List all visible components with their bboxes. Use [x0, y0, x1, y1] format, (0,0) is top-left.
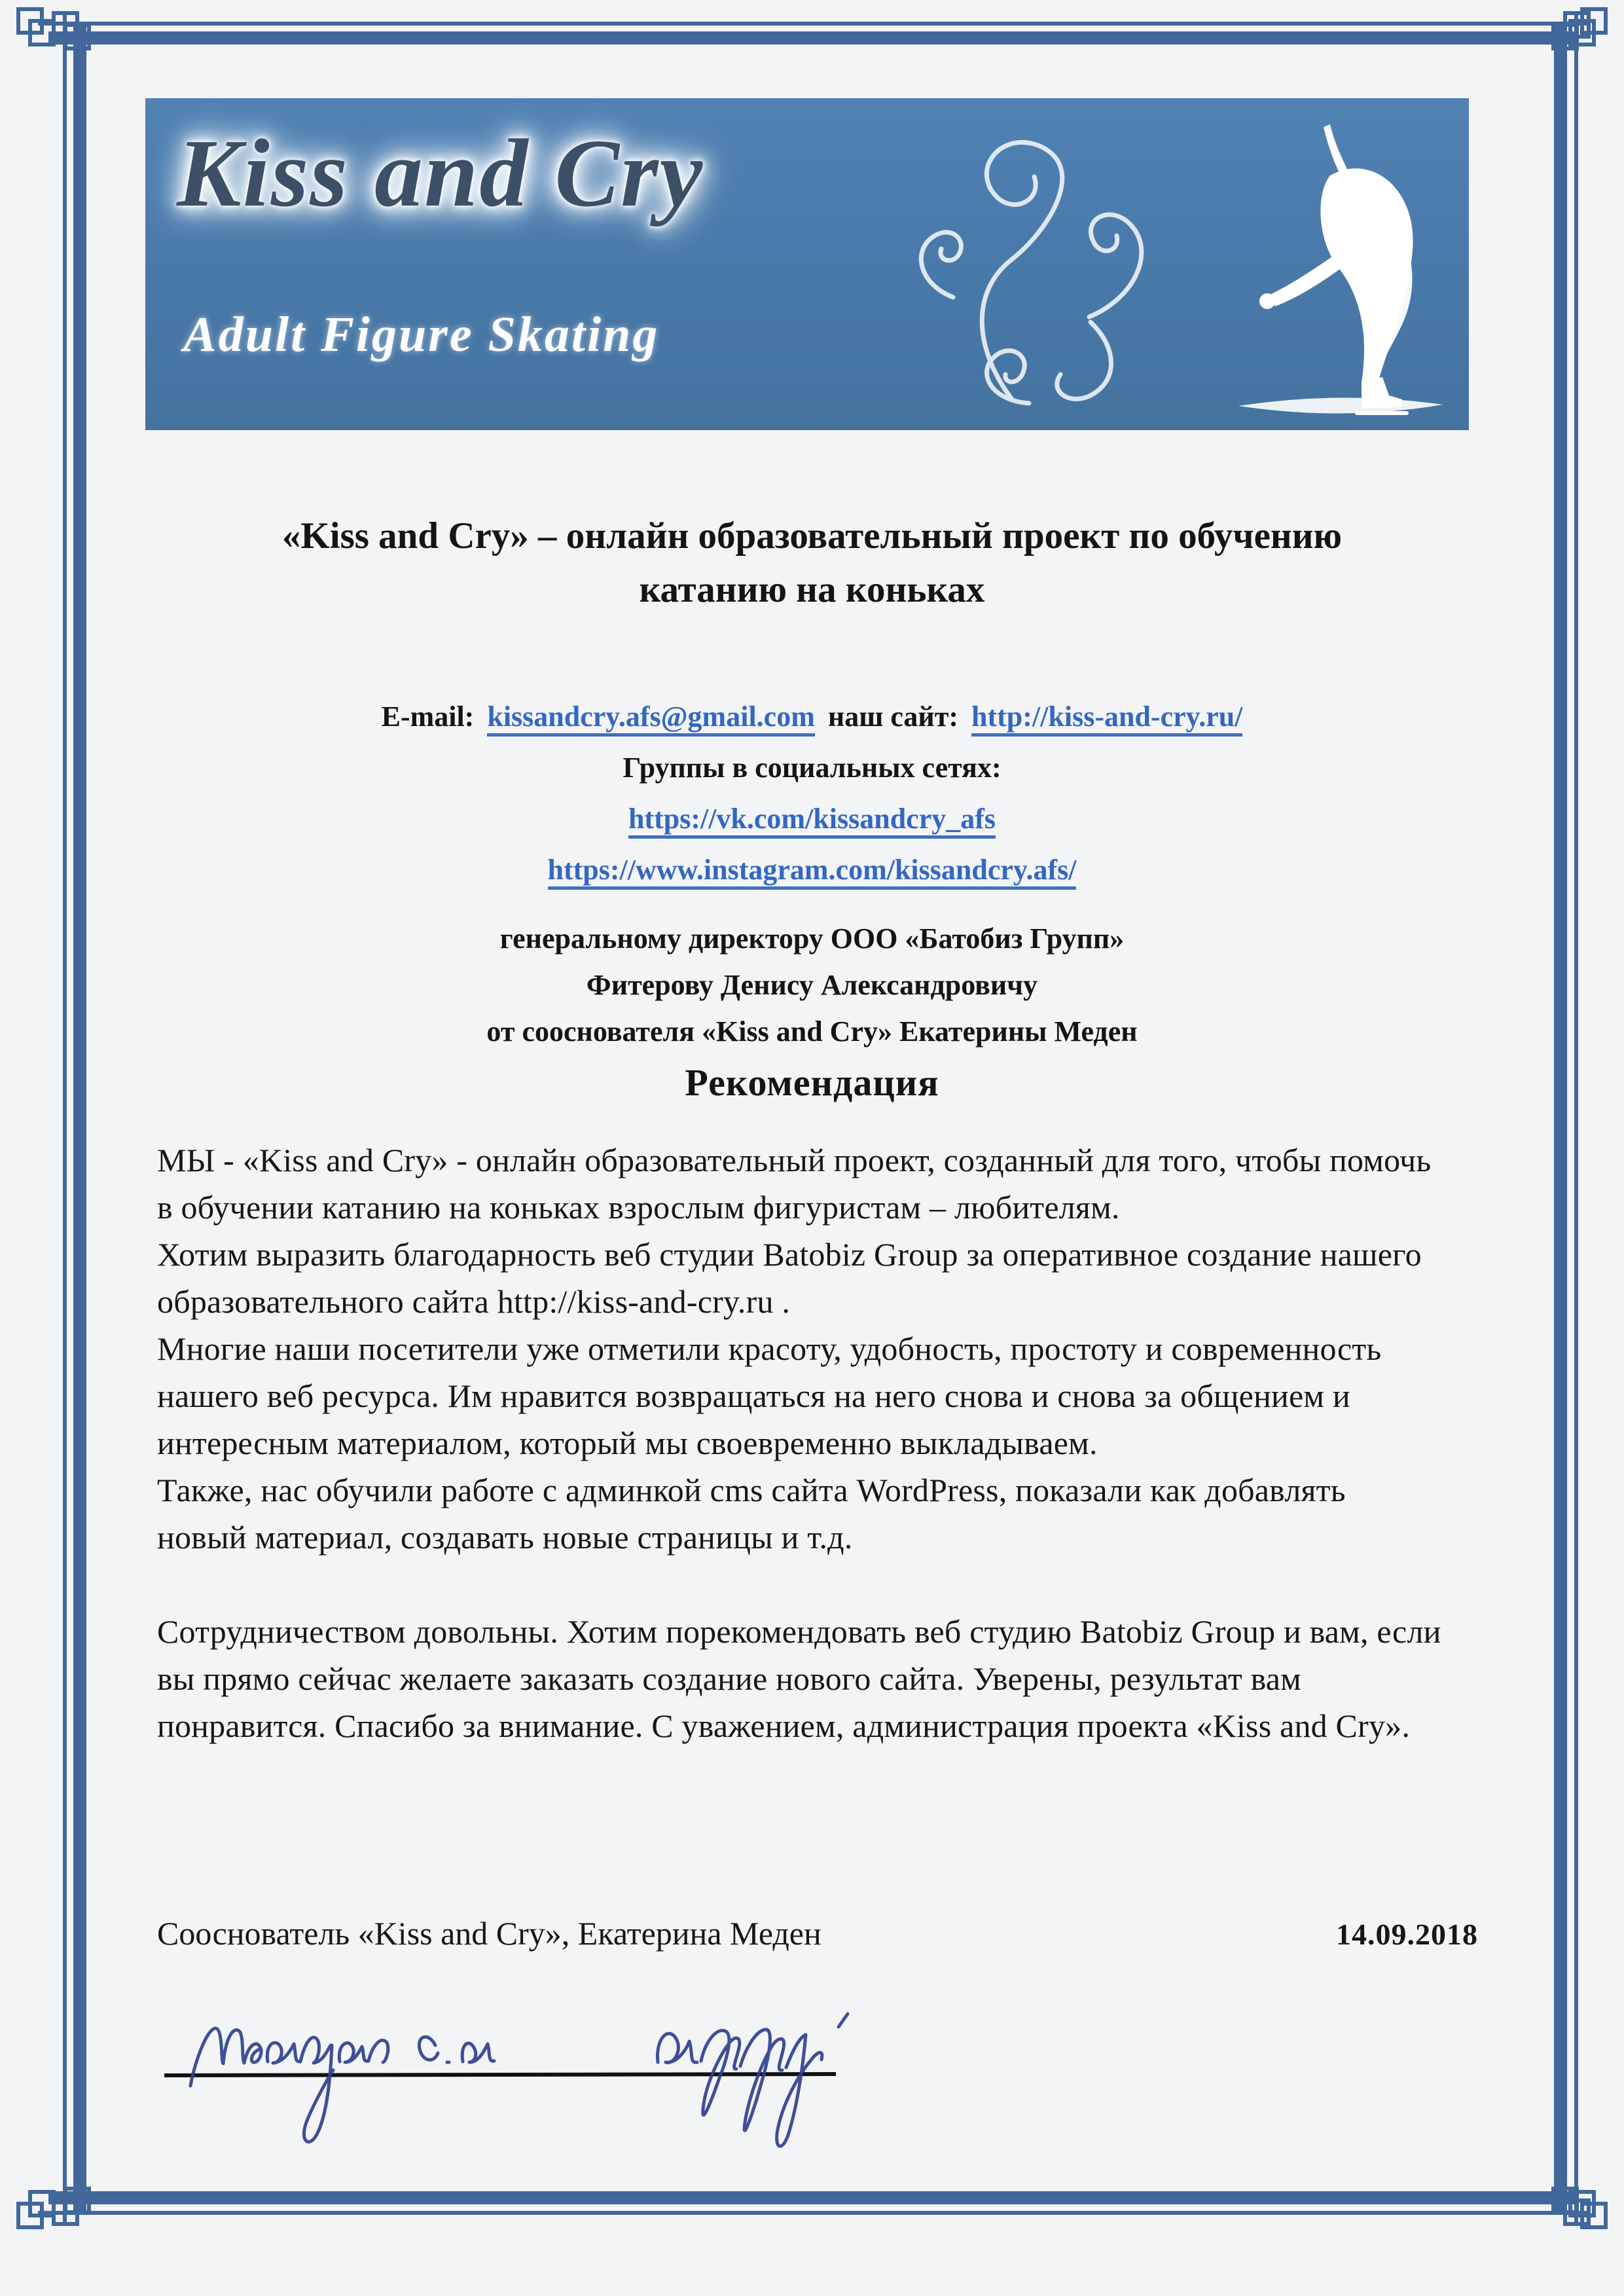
site-label: наш сайт:	[827, 701, 959, 733]
handwritten-signature	[160, 1998, 1024, 2162]
document-title-line2: катанию на коньках	[639, 569, 985, 610]
recommendation-heading: Рекомендация	[685, 1061, 939, 1104]
signature-ink-flourish	[657, 2014, 848, 2146]
swirl-ornament-icon	[873, 126, 1240, 407]
contacts-line-email	[0, 691, 1624, 742]
contacts-block	[0, 691, 1624, 896]
vk-link[interactable]: https://vk.com/kissandcry_afs	[628, 803, 996, 839]
body-paragraph-3: Многие наши посетители уже отметили красоту, удобность, простоту и современность нашего веб ресурса. Им нравится возвращаться на него снова и снова за общением и интересным материалом, который мы своевременно выкладываем.	[157, 1330, 1382, 1461]
contacts-line-instagram	[0, 845, 1624, 896]
banner-tagline: Adult Figure Skating	[183, 307, 660, 362]
body-paragraph-4: Также, нас обучили работе с админкой cms сайта WordPress, показали как добавлять новый материал, создавать новые страницы и т.д.	[157, 1472, 1346, 1556]
contacts-line-vk	[0, 793, 1624, 845]
letterhead-banner	[145, 98, 1469, 430]
body-paragraph-2: Хотим выразить благодарность веб студии Batobiz Group за оперативное создание нашего образовательного сайта http://kiss-and-cry.ru .	[157, 1236, 1422, 1320]
signature-ink-name	[190, 2028, 494, 2142]
addressee-line1: генеральному директору ООО «Батобиз Групп»	[499, 922, 1125, 955]
addressee-line2: Фитерову Денису Александровичу	[586, 969, 1038, 1001]
signature-row	[157, 1914, 1478, 1952]
email-label: E-mail:	[381, 701, 475, 733]
body-paragraph-1: МЫ - «Kiss and Cry» - онлайн образовательный проект, созданный для того, чтобы помочь в обучении катанию на коньках взрослым фигуристам – любителям.	[157, 1142, 1432, 1226]
signature-title-line: Сооснователь «Kiss and Cry», Екатерина Меден	[157, 1915, 821, 1952]
document-title	[0, 509, 1624, 617]
addressee-line3: от сооснователя «Kiss and Cry» Екатерины Меден	[486, 1015, 1138, 1048]
site-link[interactable]: http://kiss-and-cry.ru/	[971, 701, 1242, 737]
signature-date: 14.09.2018	[1336, 1918, 1478, 1951]
kiss-and-cry-logo: Kiss and Cry	[177, 120, 704, 227]
body-paragraph-5: Сотрудничеством довольны. Хотим порекомендовать веб студию Batobiz Group и вам, если вы прямо сейчас желаете заказать создание нового сайта. Уверены, результат вам понравится. Спасибо за внимание. С уважением, администрация проекта «Kiss and Cry».	[157, 1613, 1441, 1744]
instagram-link[interactable]: https://www.instagram.com/kissandcry.afs/	[548, 854, 1077, 890]
signature-line	[164, 2074, 836, 2075]
figure-skater-silhouette	[1227, 110, 1468, 426]
email-link[interactable]: kissandcry.afs@gmail.com	[487, 701, 815, 737]
letter-body	[157, 1137, 1443, 1749]
social-groups-label: Группы в социальных сетях:	[623, 752, 1001, 784]
addressee-block	[0, 915, 1624, 1055]
document-title-line1: «Kiss and Cry» – онлайн образовательный проект по обучению	[281, 515, 1343, 556]
